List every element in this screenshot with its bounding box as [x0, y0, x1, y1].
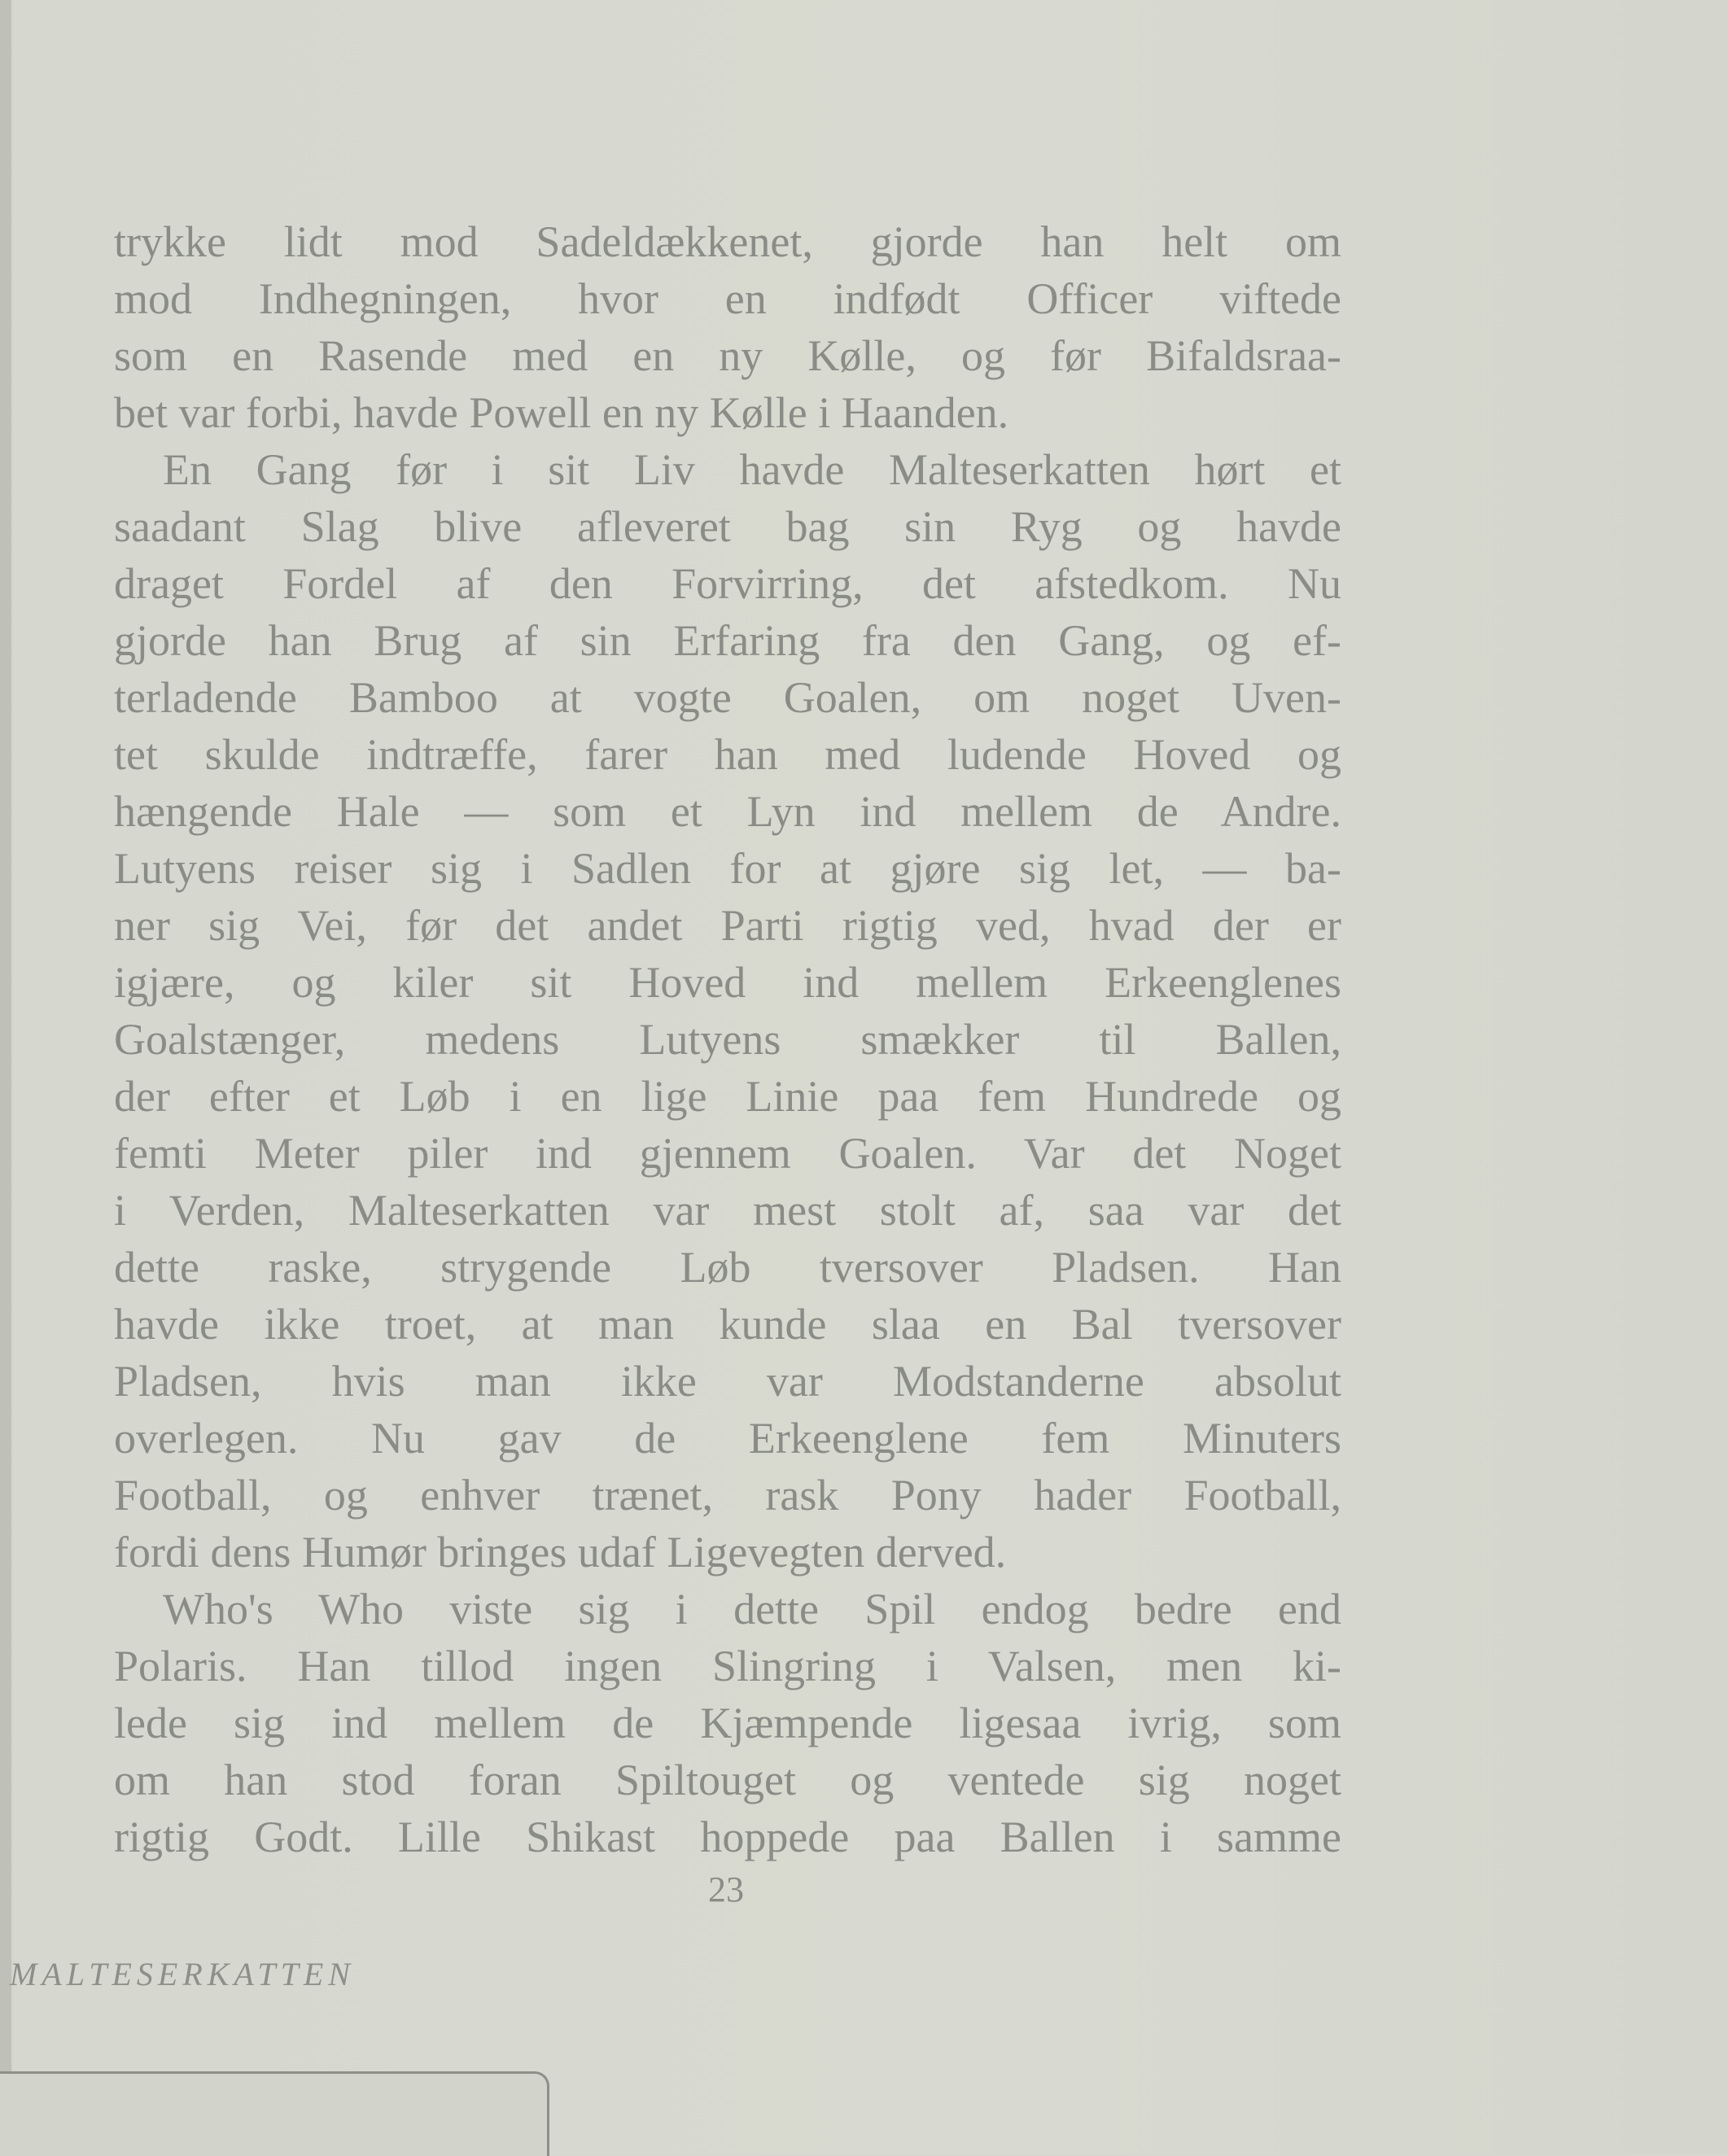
text-line: ner sig Vei, før det andet Parti rigtig ved, hvad der er: [114, 901, 1341, 950]
text-line: saadant Slag blive afleveret bag sin Ryg og havde: [114, 502, 1341, 551]
text-line: som en Rasende med en ny Kølle, og før Bifaldsraa-: [114, 331, 1341, 380]
text-line: tet skulde indtræffe, farer han med ludende Hoved og: [114, 730, 1341, 779]
text-line: rigtig Godt. Lille Shikast hoppede paa Ballen i samme: [114, 1813, 1341, 1861]
text-line: overlegen. Nu gav de Erkeenglene fem Minuters: [114, 1414, 1341, 1463]
text-line: lede sig ind mellem de Kjæmpende ligesaa ivrig, som: [114, 1699, 1341, 1747]
text-line: igjære, og kiler sit Hoved ind mellem Erkeenglenes: [114, 958, 1341, 1007]
text-line: draget Fordel af den Forvirring, det afstedkom. Nu: [114, 559, 1341, 608]
text-line: dette raske, strygende Løb tversover Pladsen. Han: [114, 1243, 1341, 1292]
text-line: Who's Who viste sig i dette Spil endog bedre end: [163, 1585, 1341, 1633]
bottom-frame: [0, 2071, 549, 2156]
text-line: gjorde han Brug af sin Erfaring fra den Gang, og ef-: [114, 616, 1341, 665]
text-line: Lutyens reiser sig i Sadlen for at gjøre sig let, — ba-: [114, 844, 1341, 893]
text-line: fordi dens Humør bringes udaf Ligevegten derved.: [114, 1528, 1007, 1577]
text-line: terladende Bamboo at vogte Goalen, om noget Uven-: [114, 673, 1341, 722]
text-line: En Gang før i sit Liv havde Malteserkatten hørt et: [163, 445, 1341, 494]
text-line: Football, og enhver trænet, rask Pony hader Football,: [114, 1471, 1341, 1520]
text-line: femti Meter piler ind gjennem Goalen. Var det Noget: [114, 1129, 1341, 1178]
text-line: Pladsen, hvis man ikke var Modstanderne absolut: [114, 1357, 1341, 1406]
text-line: i Verden, Malteserkatten var mest stolt af, saa var det: [114, 1186, 1341, 1235]
text-line: trykke lidt mod Sadeldækkenet, gjorde han helt om: [114, 217, 1341, 266]
text-line: der efter et Løb i en lige Linie paa fem Hundrede og: [114, 1072, 1341, 1121]
running-title: MALTESERKATTEN: [10, 1956, 355, 1992]
text-line: bet var forbi, havde Powell en ny Kølle i Haanden.: [114, 388, 1009, 437]
text-line: Goalstænger, medens Lutyens smækker til Ballen,: [114, 1015, 1341, 1064]
text-line: hængende Hale — som et Lyn ind mellem de Andre.: [114, 787, 1341, 836]
text-line: Polaris. Han tillod ingen Slingring i Valsen, men ki-: [114, 1642, 1341, 1690]
body-text: [114, 213, 1341, 1865]
page-left-edge: [0, 0, 11, 2154]
text-line: om han stod foran Spiltouget og ventede sig noget: [114, 1756, 1341, 1804]
text-line: mod Indhegningen, hvor en indfødt Officer viftede: [114, 274, 1341, 323]
text-line: havde ikke troet, at man kunde slaa en Bal tversover: [114, 1300, 1341, 1349]
page-number: 23: [708, 1870, 744, 1909]
